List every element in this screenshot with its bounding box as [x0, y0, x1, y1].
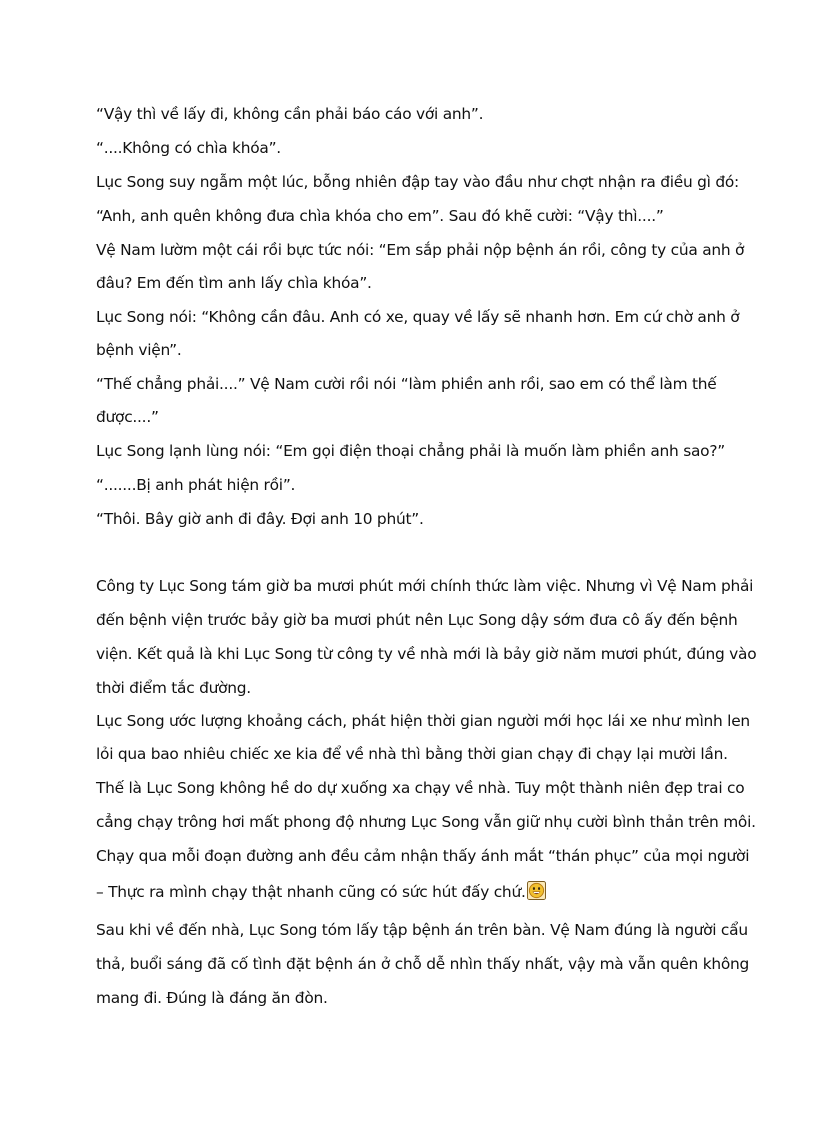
text-line: Công ty Lục Song tám giờ ba mươi phút mới chính thức làm việc. Nhưng vì Vệ Nam phải: [96, 577, 754, 595]
text-line: mang đi. Đúng là đáng ăn đòn.: [96, 989, 328, 1007]
emoji-left-eye: [532, 887, 534, 890]
text-line: “Vậy thì về lấy đi, không cần phải báo cáo với anh”.: [96, 105, 484, 123]
emoji-right-eye: [538, 887, 540, 890]
text-line: Lục Song suy ngẫm một lúc, bỗng nhiên đập tay vào đầu như chợt nhận ra điều gì đó:: [96, 173, 739, 191]
emoji-teeth: [533, 892, 539, 893]
smiley-face-icon: [527, 881, 546, 900]
text-line: Sau khi về đến nhà, Lục Song tóm lấy tập bệnh án trên bàn. Vệ Nam đúng là người cẩu: [96, 921, 748, 939]
text-line: “Anh, anh quên không đưa chìa khóa cho em”. Sau đó khẽ cười: “Vậy thì....”: [96, 207, 664, 225]
text-line: Chạy qua mỗi đoạn đường anh đều cảm nhận thấy ánh mắt “thán phục” của mọi người: [96, 847, 750, 865]
text-line: được....”: [96, 408, 159, 426]
text-line: Lục Song ước lượng khoảng cách, phát hiện thời gian người mới học lái xe như mình len: [96, 712, 750, 730]
text-line: đâu? Em đến tìm anh lấy chìa khóa”.: [96, 274, 372, 292]
text-line: “.......Bị anh phát hiện rồi”.: [96, 476, 296, 494]
text-line: thời điểm tắc đường.: [96, 679, 251, 697]
text-line: cẳng chạy trông hơi mất phong độ nhưng Lục Song vẫn giữ nhụ cười bình thản trên môi.: [96, 813, 756, 831]
text-line: thả, buổi sáng đã cố tình đặt bệnh án ở chỗ dễ nhìn thấy nhất, vậy mà vẫn quên không: [96, 955, 750, 973]
text-line: “Thôi. Bây giờ anh đi đây. Đợi anh 10 phút”.: [96, 510, 424, 528]
text-line-with-emoji: [96, 881, 546, 902]
text-line: viện. Kết quả là khi Lục Song từ công ty về nhà mới là bảy giờ năm mươi phút, đúng vào: [96, 645, 757, 663]
text-line: “Thế chẳng phải....” Vệ Nam cười rồi nói “làm phiền anh rồi, sao em có thể làm thế: [96, 375, 717, 393]
text-line: Lục Song nói: “Không cần đâu. Anh có xe, quay về lấy sẽ nhanh hơn. Em cứ chờ anh ở: [96, 308, 740, 326]
text-line: lỏi qua bao nhiêu chiếc xe kia để về nhà thì bằng thời gian chạy đi chạy lại mười lần.: [96, 745, 728, 763]
text-line: “....Không có chìa khóa”.: [96, 139, 281, 157]
text-line: Thế là Lục Song không hề do dự xuống xa chạy về nhà. Tuy một thành niên đẹp trai co: [96, 779, 745, 797]
text-line: đến bệnh viện trước bảy giờ ba mươi phút nên Lục Song dậy sớm đưa cô ấy đến bệnh: [96, 611, 738, 629]
text-line: Lục Song lạnh lùng nói: “Em gọi điện thoại chẳng phải là muốn làm phiền anh sao?”: [96, 442, 725, 460]
text-line-content: – Thực ra mình chạy thật nhanh cũng có sức hút đấy chứ.: [96, 883, 526, 901]
text-line: bệnh viện”.: [96, 341, 182, 359]
text-line: Vệ Nam lườm một cái rồi bực tức nói: “Em sắp phải nộp bệnh án rồi, công ty của anh ở: [96, 241, 745, 259]
